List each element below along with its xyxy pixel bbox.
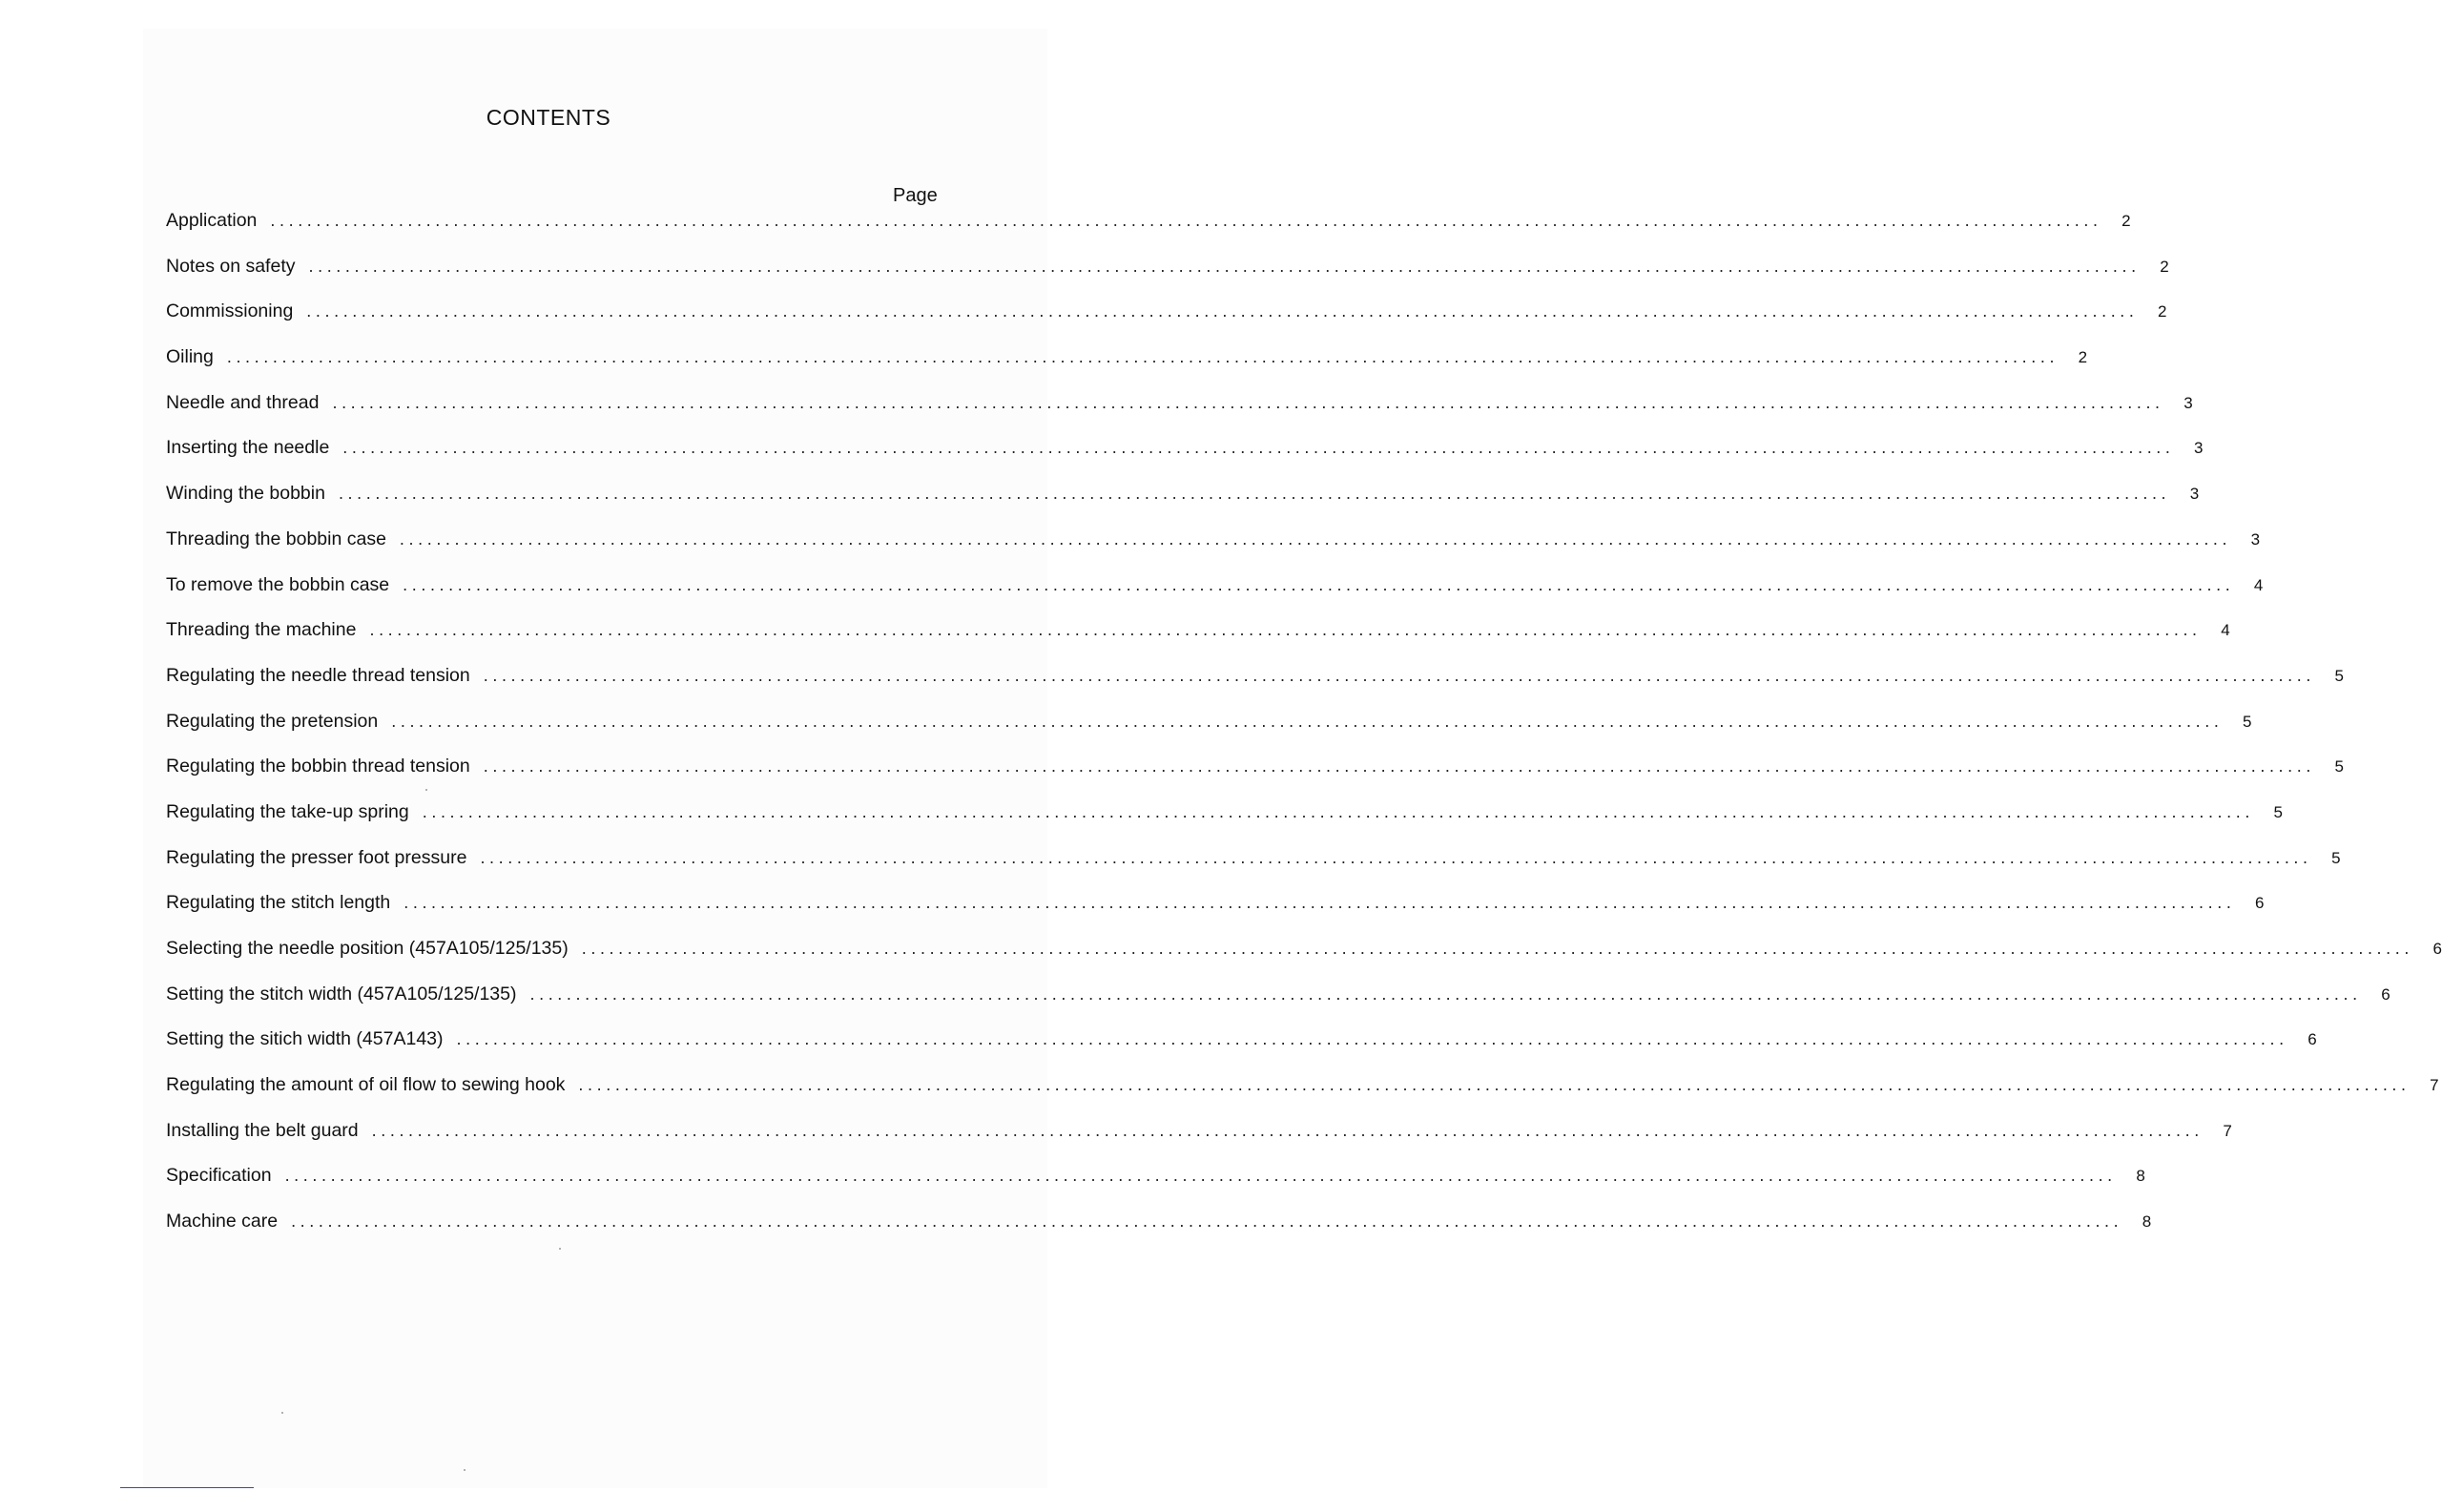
toc-entry[interactable]	[166, 1211, 2152, 1256]
dot-leader: ........................................................................................................................................................................................................	[480, 847, 2312, 867]
toc-entry[interactable]	[166, 664, 2344, 711]
toc-entry[interactable]	[166, 391, 2193, 438]
toc-entry[interactable]	[166, 710, 2252, 756]
toc-entry[interactable]	[166, 892, 2265, 938]
toc-entry[interactable]	[166, 483, 2200, 528]
toc-entry[interactable]	[166, 756, 2344, 801]
toc-entry-title: Winding the bobbin	[166, 483, 325, 505]
toc-entry[interactable]	[166, 300, 2167, 346]
toc-entry-title: Regulating the take-up spring	[166, 800, 409, 822]
toc-entry-page-number: 8	[2136, 1167, 2145, 1186]
toc-entry-title: Specification	[166, 1165, 272, 1187]
dot-leader: ........................................................................................................................................................................................................	[291, 1212, 2123, 1232]
toc-entry[interactable]	[166, 619, 2230, 665]
toc-entry[interactable]	[166, 346, 2088, 392]
toc-entry-page-number: 7	[2430, 1076, 2439, 1095]
dot-leader: ........................................................................................................................................................................................................	[342, 438, 2175, 458]
toc-entry-page-number: 3	[2194, 439, 2204, 458]
toc-entry-page-number: 3	[2189, 485, 2200, 504]
dot-leader: ........................................................................................................................................................................................................	[578, 1075, 2411, 1095]
toc-entry[interactable]	[166, 1028, 2317, 1074]
toc-entry[interactable]	[166, 437, 2204, 483]
toc-entry-title: Installing the belt guard	[166, 1119, 359, 1141]
toc-entry-page-number: 6	[2307, 1030, 2317, 1049]
toc-entry[interactable]	[166, 938, 2442, 984]
dot-leader: ........................................................................................................................................................................................................	[581, 939, 2413, 958]
toc-entry[interactable]	[166, 1074, 2439, 1120]
toc-entry-page-number: 5	[2242, 712, 2252, 731]
toc-entry-title: Inserting the needle	[166, 437, 330, 459]
toc-entry-page-number: 6	[2254, 894, 2265, 913]
toc-entry-title: Notes on safety	[166, 255, 296, 277]
toc-entry[interactable]	[166, 255, 2169, 301]
toc-entry[interactable]	[166, 846, 2341, 893]
toc-entry-page-number: 4	[2253, 575, 2264, 594]
toc-entry-title: Needle and thread	[166, 391, 320, 413]
dot-leader: ........................................................................................................................................................................................................	[422, 801, 2254, 821]
toc-entry-page-number: 2	[2160, 257, 2169, 276]
dot-leader: ........................................................................................................................................................................................................	[371, 1120, 2204, 1140]
scan-speck	[281, 1412, 283, 1414]
toc-entry-title: To remove the bobbin case	[166, 573, 390, 595]
table-of-contents	[166, 210, 2442, 1256]
scan-speck	[559, 1248, 561, 1250]
dot-leader: ........................................................................................................................................................................................................	[456, 1029, 2288, 1049]
dot-leader: ........................................................................................................................................................................................................	[529, 984, 2362, 1004]
toc-entry-title: Regulating the stitch length	[166, 892, 391, 914]
toc-entry-title: Setting the stitch width (457A105/125/135)	[166, 983, 517, 1005]
toc-entry-page-number: 5	[2334, 757, 2344, 777]
toc-entry-page-number: 2	[2078, 348, 2088, 367]
toc-entry-title: Application	[166, 210, 258, 231]
toc-entry-page-number: 3	[2183, 393, 2193, 412]
toc-entry-title: Setting the sitich width (457A143)	[166, 1028, 444, 1050]
toc-entry-page-number: 8	[2142, 1212, 2152, 1232]
page-column-label: Page	[893, 185, 938, 206]
dot-leader: ........................................................................................................................................................................................................	[403, 574, 2235, 594]
page-title: CONTENTS	[486, 105, 611, 130]
toc-entry-page-number: 6	[2432, 940, 2442, 958]
toc-entry-page-number: 5	[2273, 802, 2283, 821]
toc-entry-page-number: 3	[2250, 529, 2261, 549]
toc-entry[interactable]	[166, 983, 2390, 1029]
toc-entry-title: Regulating the pretension	[166, 710, 379, 732]
dot-leader: ........................................................................................................................................................................................................	[391, 711, 2224, 731]
toc-entry-page-number: 6	[2381, 984, 2390, 1004]
dot-leader: ........................................................................................................................................................................................................	[483, 756, 2315, 777]
dot-leader: ........................................................................................................................................................................................................	[338, 484, 2171, 504]
toc-entry-page-number: 5	[2331, 848, 2341, 867]
toc-entry-title: Threading the machine	[166, 619, 357, 641]
toc-entry-title: Regulating the amount of oil flow to sewing hook	[166, 1074, 566, 1096]
toc-entry-title: Commissioning	[166, 300, 294, 322]
dot-leader: ........................................................................................................................................................................................................	[332, 392, 2164, 412]
toc-entry[interactable]	[166, 528, 2261, 574]
dot-leader: ........................................................................................................................................................................................................	[306, 301, 2139, 321]
toc-entry-title: Regulating the needle thread tension	[166, 664, 470, 686]
toc-entry[interactable]	[166, 210, 2131, 256]
dot-leader: ........................................................................................................................................................................................................	[284, 1166, 2117, 1186]
toc-entry[interactable]	[166, 573, 2264, 620]
toc-entry-title: Threading the bobbin case	[166, 528, 386, 549]
dot-leader: ........................................................................................................................................................................................................	[369, 620, 2202, 640]
scan-speck	[464, 1469, 466, 1471]
dot-leader: ........................................................................................................................................................................................................	[226, 347, 2059, 367]
toc-entry[interactable]	[166, 1165, 2145, 1211]
dot-leader: ........................................................................................................................................................................................................	[483, 665, 2315, 685]
toc-entry-title: Regulating the presser foot pressure	[166, 846, 467, 868]
toc-entry-page-number: 2	[2121, 212, 2131, 230]
dot-leader: ........................................................................................................................................................................................................	[404, 893, 2236, 913]
dot-leader: ........................................................................................................................................................................................................	[308, 256, 2141, 276]
page-link-underline[interactable]	[120, 1486, 254, 1488]
toc-entry-title: Selecting the needle position (457A105/125/135)	[166, 938, 569, 959]
toc-entry[interactable]	[166, 1119, 2232, 1166]
toc-entry-page-number: 5	[2334, 666, 2344, 685]
toc-entry-title: Machine care	[166, 1211, 279, 1232]
toc-entry-page-number: 4	[2221, 621, 2230, 640]
scan-speck	[425, 789, 427, 791]
dot-leader: ........................................................................................................................................................................................................	[399, 528, 2232, 549]
dot-leader: ........................................................................................................................................................................................................	[270, 211, 2102, 230]
toc-entry-title: Oiling	[166, 346, 214, 368]
toc-entry-page-number: 2	[2158, 302, 2167, 321]
toc-entry[interactable]	[166, 800, 2283, 847]
toc-entry-page-number: 7	[2223, 1121, 2232, 1140]
toc-entry-title: Regulating the bobbin thread tension	[166, 756, 470, 777]
